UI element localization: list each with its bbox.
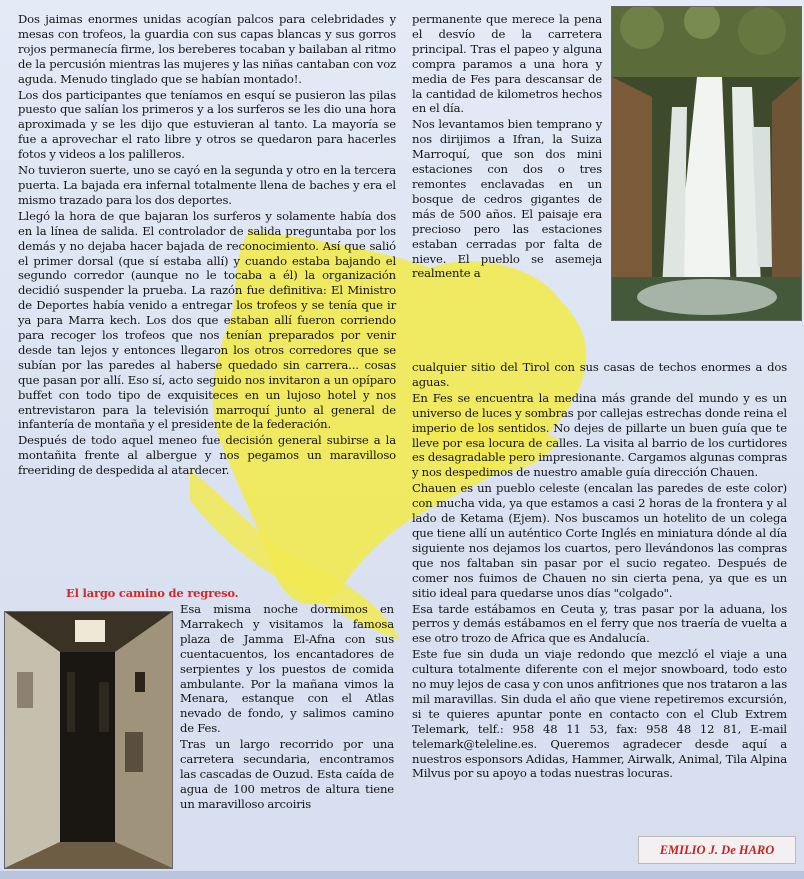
column-right bbox=[412, 360, 787, 782]
alley-photo bbox=[4, 611, 173, 869]
paragraph: Después de todo aquel meneo fue decisión general subirse a la montañita frente al albergue y nos pegamos un maravilloso freeriding de despedida al atardecer. bbox=[18, 433, 396, 478]
alley-photo-image bbox=[5, 612, 172, 868]
paragraph: Tras un largo recorrido por una carretera secundaria, encontramos las cascadas de Ouzud. Esta caída de agua de 100 metros de altura tiene un maravilloso arcoiris bbox=[180, 737, 394, 811]
paragraph: En Fes se encuentra la medina más grande del mundo y es un universo de luces y sombras por callejas estrechas donde reina el imperio de los sentidos. No dejes de pillarte un buen guía que te lleve por esa locura de calles. La visita al barrio de los curtidores es desagradable pero impresionante. Cargamos algunas compras y nos despedimos de nuestro amable guía dirección Chauen. bbox=[412, 390, 787, 480]
paragraph: Chauen es un pueblo celeste (encalan las paredes de este color) con mucha vida, ya que estamos a casi 2 horas de la frontera y al lado de Ketama (Ejem). Nos buscamos un hotelito de un colega que tiene allí un auténtico Corte Inglés en miniatura dónde al día siguiente nos dejamos los cuartos, pero llevándonos las compras que nos faltaban sin pasar por el sucio regateo. Después de comer nos fuimos de Chauen no sin cierta pena, ya que es un sitio ideal para quedarse unos días "colgado". bbox=[412, 481, 787, 600]
column-middle-top bbox=[412, 12, 602, 282]
waterfall-photo-image bbox=[612, 7, 801, 320]
paragraph: Los dos participantes que teníamos en esquí se pusieron las pilas puesto que salían los primeros y a los surferos se les dio una hora aproximada y se les dijo que estuvieran al tanto. La mayoría se fue a aprovechar el rato libre y otros se quedaron para hacerles fotos y videos a los palilleros. bbox=[18, 87, 396, 162]
column-left bbox=[18, 12, 396, 479]
paragraph: Esa misma noche dormimos en Marrakech y visitamos la famosa plaza de Jamma El-Afna con sus cuentacuentos, los encantadores de serpientes y los puestos de comida ambulante. Por la mañana vimos la Menara, estanque con el Atlas nevado de fondo, y salimos camino de Fes. bbox=[180, 602, 394, 736]
column-center-bottom bbox=[180, 602, 394, 813]
paragraph: Llegó la hora de que bajaran los surferos y solamente había dos en la línea de salida. El controlador de salida preguntaba por los demás y no dejaba hacer bajada de reconocimiento. Así que salió el primer dorsal (que sí estaba allí) y cuando estaba bajando el segundo corredor (aunque no le tocaba a él) la organización decidió suspender la prueba. La razón fue definitiva: El Ministro de Deportes había venido a entregar los trofeos y se tenía que ir ya para Marra kech. Los dos que estaban allí fueron corriendo para recoger los trofeos que nos tenían preparados por venir desde tan lejos y entonces llegaron los otros corredores que se subían por las paredes al haberse quedado sin carrera... cosas que pasan por allí. Eso sí, acto seguido nos invitaron a un opíparo buffet con todo tipo de exquisiteces en un lujoso hotel y nos entrevistaron para la televisión marroquí junto al general de infantería de montaña y el presidente de la federación. bbox=[18, 208, 396, 432]
paragraph: Nos levantamos bien temprano y nos dirijimos a Ifran, la Suiza Marroquí, que son dos mini estaciones con dos o tres remontes enclavadas en un bosque de cedros gigantes de más de 500 años. El paisaje era precioso pero las estaciones estaban cerradas por falta de nieve. El pueblo se asemeja realmente a bbox=[412, 117, 602, 281]
paragraph: permanente que merece la pena el desvío de la carretera principal. Tras el papeo y alguna compra paramos a una hora y media de Fes para descansar de la cantidad de kilometros hechos en el día. bbox=[412, 12, 602, 116]
waterfall-photo bbox=[611, 6, 802, 321]
paragraph: Este fue sin duda un viaje redondo que mezcló el viaje a una cultura totalmente diferente con el mejor snowboard, todo esto no muy lejos de casa y con unos anfitriones que nos trataron a las mil maravillas. Sin duda el año que viene repetiremos excursión, si te quieres apuntar ponte en contacto con el Club Extrem Telemark, telf.: 958 48 11 53, fax: 958 48 12 81, E-mail telemark@teleline.es. Queremos agradecer desde aquí a nuestros esponsors Adidas, Hammer, Airwalk, Animal, Tila Alpina Milvus por su apoyo a todas nuestras locuras. bbox=[412, 647, 787, 781]
paragraph: Dos jaimas enormes unidas acogían palcos para celebridades y mesas con trofeos, la guardia con sus capas blancas y sus gorros rojos permanecía firme, los bereberes tocaban y bailaban al ritmo de la percusión mientras las mujeres y las niñas cantaban con voz aguda. Menudo tinglado que se habían montado!. bbox=[18, 12, 396, 86]
paragraph: No tuvieron suerte, uno se cayó en la segunda y otro en la tercera puerta. La bajada era infernal totalmente llena de baches y era el mismo trazado para los dos deportes. bbox=[18, 163, 396, 207]
page-edge bbox=[0, 871, 804, 879]
section-heading: El largo camino de regreso. bbox=[66, 586, 239, 600]
paragraph: cualquier sitio del Tirol con sus casas de techos enormes a dos aguas. bbox=[412, 360, 787, 389]
paragraph: Esa tarde estábamos en Ceuta y, tras pasar por la aduana, los perros y demás estábamos en el ferry que nos traería de vuelta a ese otro trozo de Africa que es Andalucía. bbox=[412, 601, 787, 646]
author-byline: EMILIO J. De HARO bbox=[638, 836, 796, 864]
